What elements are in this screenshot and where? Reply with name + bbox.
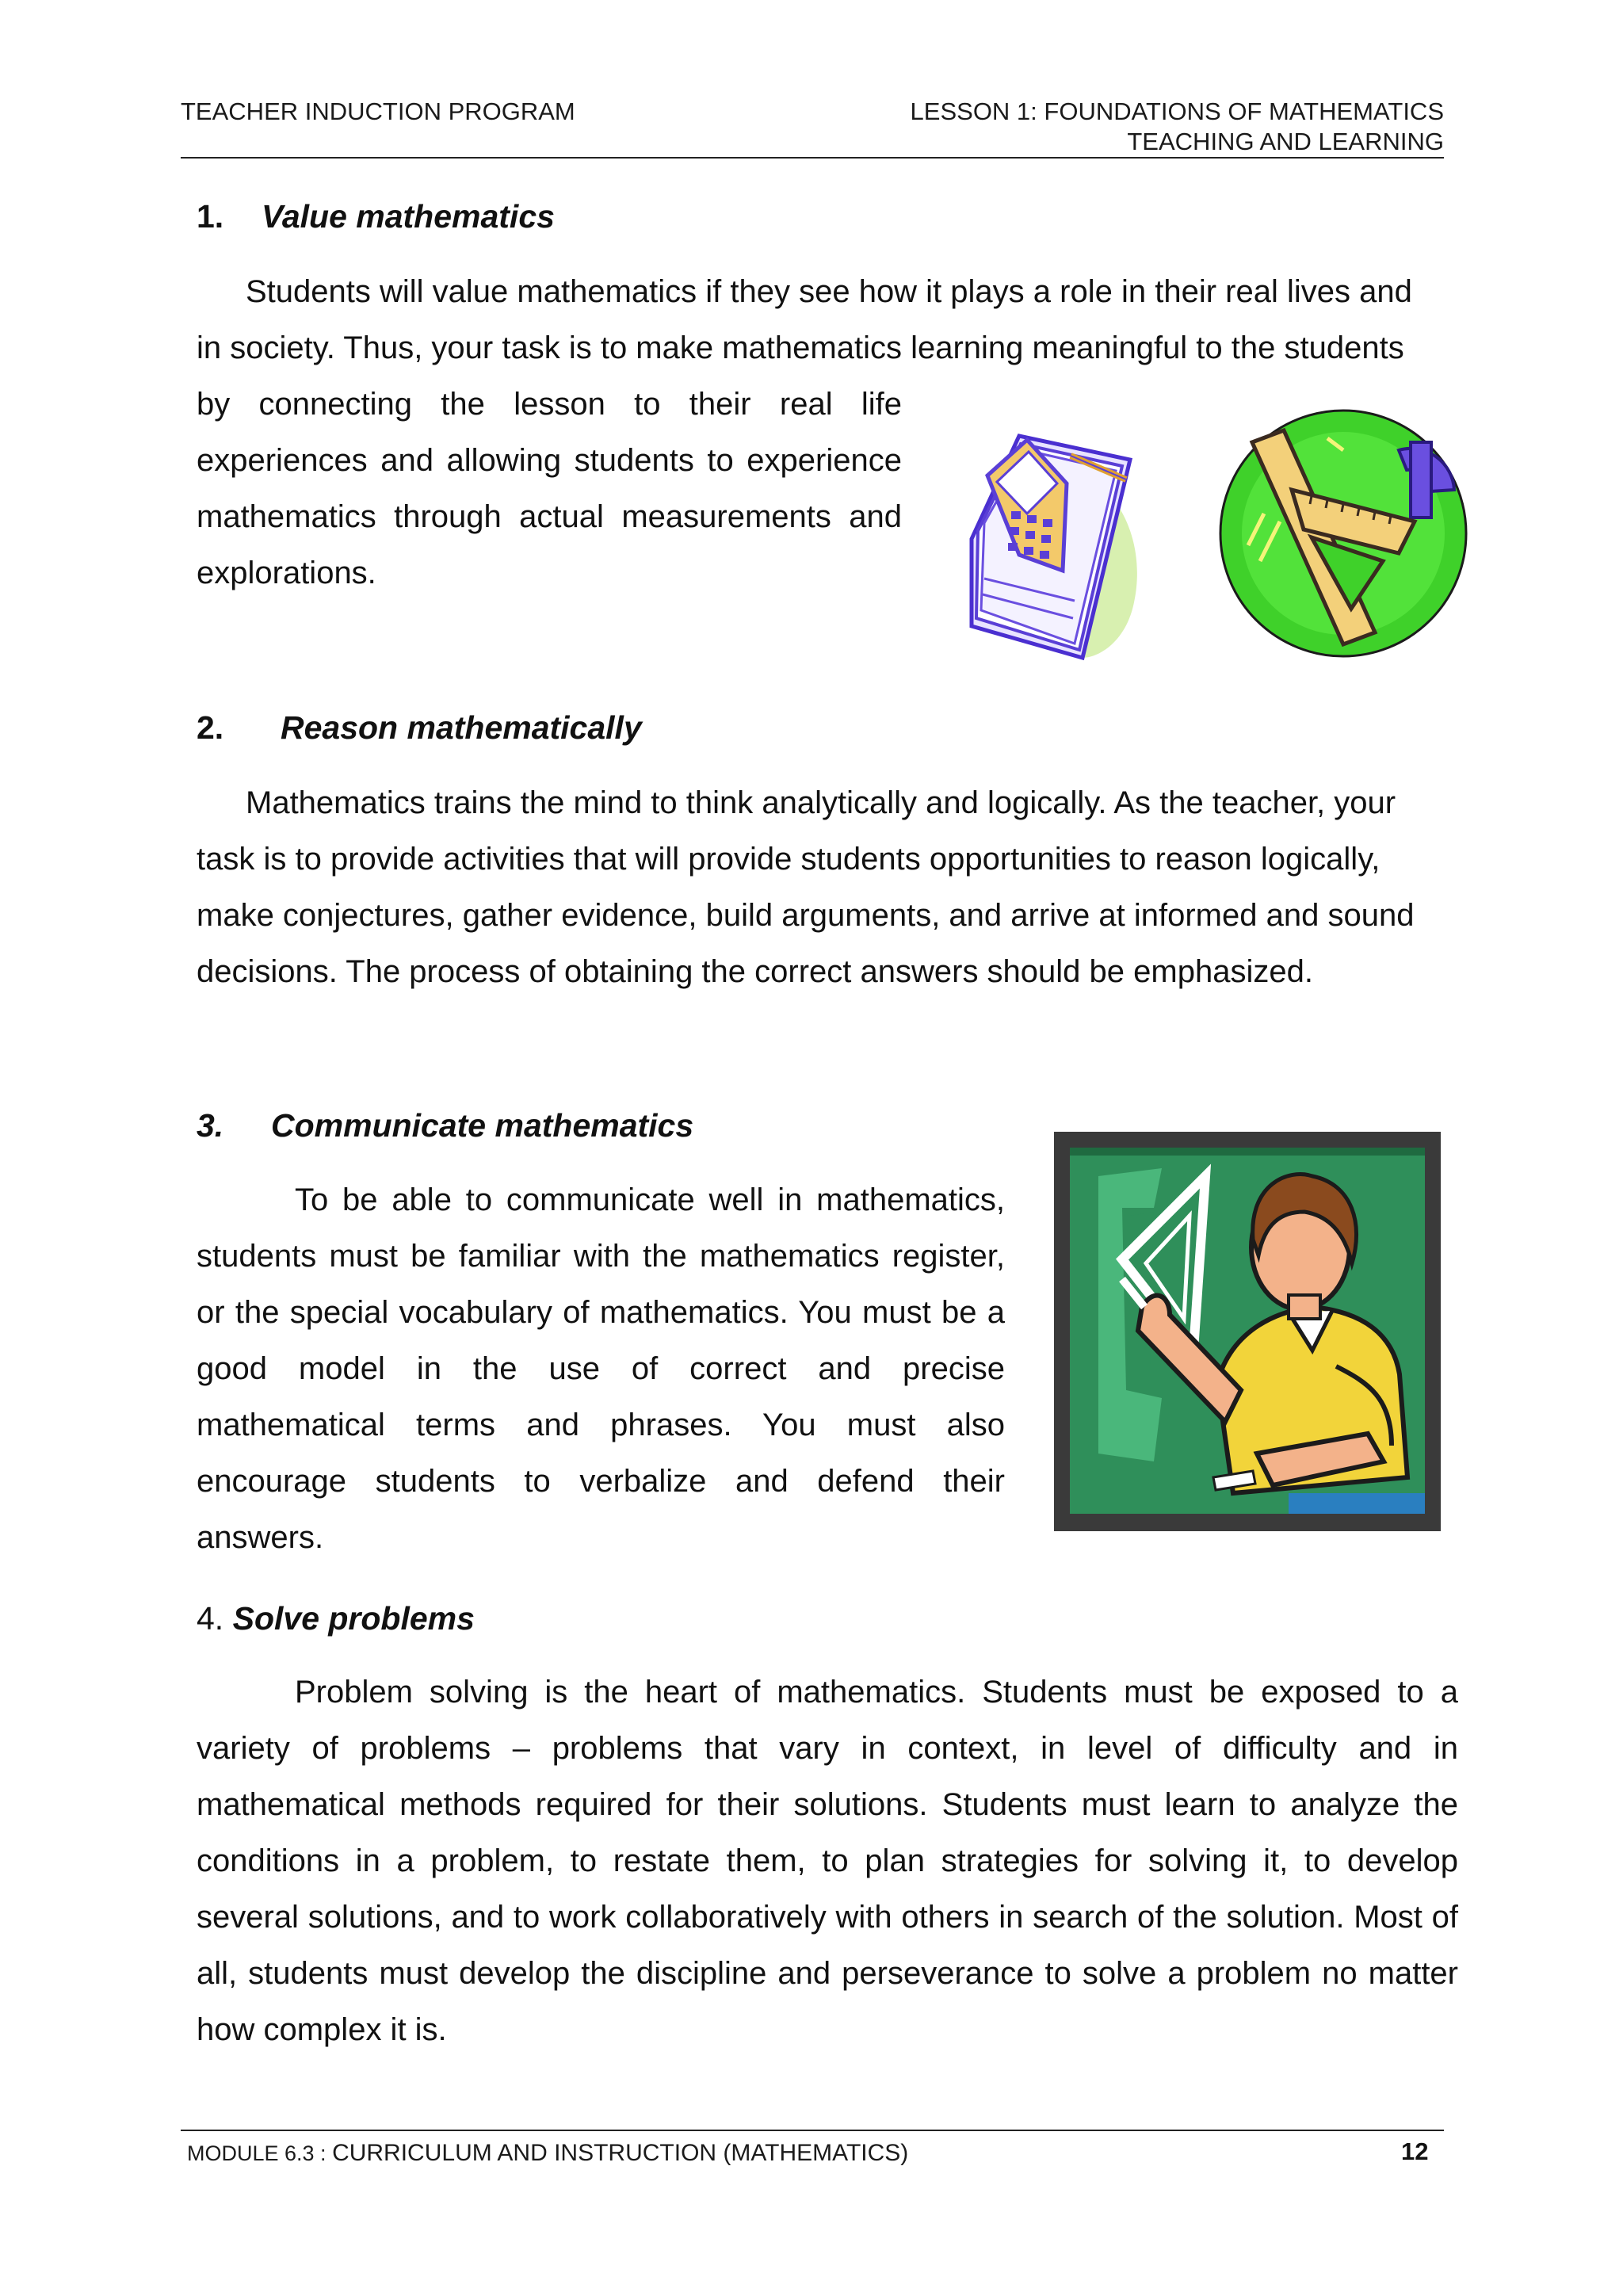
footer-module-label: MODULE 6.3 :: [187, 2141, 333, 2165]
section-3-number: 3.: [197, 1107, 224, 1144]
section-4-text: Problem solving is the heart of mathematics. Students must be exposed to a variety of problems – problems that vary in context, in level of difficulty and in mathematical methods required for their solutions. Students must learn to analyze the conditions in a problem, to restate them, to plan strategies for solving it, to develop several solutions, and to work collaboratively with others in search of the solution. Most of all, students must develop the discipline and perseverance to solve a problem no matter how complex it is.: [197, 1675, 1458, 2047]
footer-course: CURRICULUM AND INSTRUCTION (MATHEMATICS): [332, 2140, 909, 2166]
section-4-title: Solve problems: [232, 1600, 475, 1637]
section-1-number: 1.: [197, 198, 224, 235]
section-4-body: [197, 1664, 1458, 2058]
footer-divider: [181, 2130, 1444, 2131]
section-1-heading: [197, 198, 555, 235]
section-3-heading: [197, 1107, 693, 1144]
section-2-heading: [197, 709, 642, 747]
footer-module: [187, 2140, 908, 2167]
section-2-text: Mathematics trains the mind to think analytically and logically. As the teacher, your task is to provide activities that will provide students opportunities to reason logically, make conjectures, gather evidence, build arguments, and arrive at informed and sound decisions. The process of obtaining the correct answers should be emphasized.: [197, 785, 1415, 989]
header-program: TEACHER INDUCTION PROGRAM: [181, 97, 575, 125]
teacher-chalkboard-illustration: [1051, 1129, 1444, 1534]
section-1-line2: in society. Thus, your task is to make mathematics learning meaningful to the students: [197, 330, 1404, 365]
section-3-body: [197, 1172, 1005, 1566]
section-4-heading: [197, 1600, 475, 1637]
section-2-number: 2.: [197, 709, 224, 746]
header-lesson-line2: TEACHING AND LEARNING: [1127, 128, 1444, 155]
section-3-title: Communicate mathematics: [271, 1107, 694, 1144]
section-2-title: Reason mathematically: [281, 709, 642, 746]
section-1-rest: by connecting the lesson to their real life experiences and allowing students to experience mathematics through actual measurements and explorations.: [197, 387, 902, 590]
section-1-line1: Students will value mathematics if they see how it plays a role in their real lives and: [246, 274, 1412, 309]
section-1-title: Value mathematics: [262, 198, 555, 235]
section-2-body: [197, 775, 1458, 1000]
section-1-body-rest: [197, 376, 902, 602]
section-1-body-top: [197, 264, 1458, 376]
page-number: 12: [1401, 2137, 1429, 2165]
section-3-text: To be able to communicate well in mathematics, students must be familiar with the mathematics register, or the special vocabulary of mathematics. You must be a good model in the use of correct and precise mathematical terms and phrases. You must also encourage students to verbalize and defend their answers.: [197, 1182, 1005, 1555]
header-lesson: [911, 97, 1444, 157]
header-lesson-line1: LESSON 1: FOUNDATIONS OF MATHEMATICS: [910, 97, 1444, 125]
notebook-calculator-illustration: [964, 420, 1154, 674]
section-4-number: 4.: [197, 1600, 224, 1637]
header-divider: [181, 157, 1444, 159]
geometry-tools-illustration: [1216, 403, 1474, 660]
